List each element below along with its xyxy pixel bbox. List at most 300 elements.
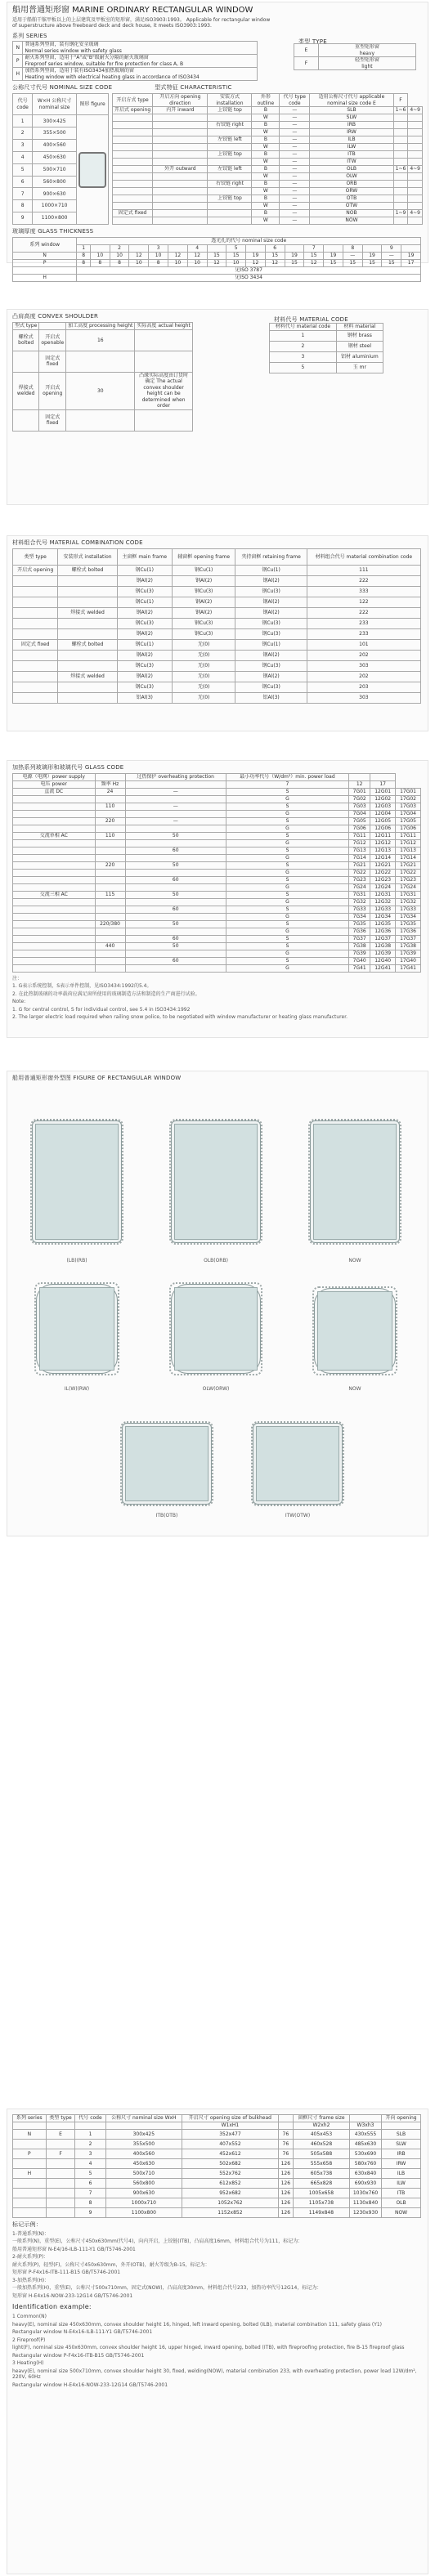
- table-cell: G: [226, 825, 348, 832]
- table-cell: [13, 876, 96, 883]
- column-subheader: 9: [382, 244, 401, 252]
- column-header: 辅窗框 opening frame: [172, 548, 235, 565]
- example-line: 1 Common(N): [12, 2314, 47, 2320]
- table-row: [13, 2179, 421, 2189]
- table-cell: IRB: [310, 122, 393, 129]
- table-cell: 固定式 fixed: [13, 639, 58, 650]
- table-cell: —: [125, 803, 226, 810]
- table-cell: OLB: [310, 166, 393, 173]
- table-header-row: [13, 94, 109, 115]
- table-cell: 222: [307, 575, 420, 586]
- table-cell: 内开 inward: [153, 107, 208, 114]
- table-cell: [13, 409, 39, 431]
- table-cell: [95, 810, 125, 817]
- table-row: [13, 660, 421, 671]
- column-subheader: W1xH1: [182, 2122, 279, 2130]
- table-cell: G: [226, 869, 348, 876]
- table-cell: 1230x930: [349, 2208, 381, 2218]
- mark-examples: [7, 2230, 428, 2301]
- table-cell: [125, 913, 226, 920]
- table-row: [13, 692, 421, 703]
- table-cell: 17G11: [396, 832, 421, 839]
- table-cell: 1052x762: [182, 2198, 279, 2208]
- table-row: [294, 44, 416, 57]
- table-cell: 钢Al(2): [117, 575, 172, 586]
- column-header: 开启方向 opening direction: [153, 94, 208, 107]
- table-row: [13, 810, 421, 817]
- table-cell: 右铰链 right: [208, 181, 252, 188]
- table-cell: 126: [278, 2208, 293, 2218]
- table-cell: 7G22: [349, 869, 370, 876]
- size-title: 公称尺寸代号 NOMINAL SIZE CODE: [12, 84, 113, 92]
- table-cell: [58, 660, 117, 671]
- table-cell: B: [252, 136, 280, 144]
- table-row: [13, 2208, 421, 2218]
- table-cell: 钢Al(2): [117, 607, 172, 618]
- table-cell: G: [226, 795, 348, 803]
- table-cell: 24: [95, 788, 125, 795]
- table-cell: NOB: [310, 210, 393, 217]
- table-cell: 7G31: [349, 891, 370, 898]
- table-cell: 6: [13, 176, 33, 188]
- table-cell: G: [226, 839, 348, 847]
- column-header: 最小功率代号（W/dm²）min. power load: [226, 773, 348, 780]
- column-header: 夹持窗框 retaining frame: [235, 548, 307, 565]
- table-cell: 530x690: [349, 2149, 381, 2159]
- table-cell: 开启式 opening: [113, 107, 153, 114]
- table-cell: 无(0): [172, 650, 235, 660]
- table-cell: 7: [13, 188, 33, 200]
- mark-line: 1-普通系列(N)：: [12, 2230, 50, 2237]
- table-cell: 12G37: [370, 935, 396, 942]
- table-cell: 630x840: [349, 2169, 381, 2179]
- table-row: [13, 274, 421, 281]
- table-cell: 12G05: [370, 817, 396, 825]
- table-cell: 钢材 steel: [336, 342, 383, 352]
- table-cell: 10: [187, 259, 207, 266]
- table-cell: S: [226, 906, 348, 913]
- table-row: [294, 57, 416, 70]
- table-row: [13, 575, 421, 586]
- table-cell: 12G03: [370, 803, 396, 810]
- column-subheader: [246, 244, 266, 252]
- table-cell: 555x658: [293, 2159, 349, 2169]
- table-cell: [58, 586, 117, 597]
- table-cell: 126: [278, 2159, 293, 2169]
- table-cell: [58, 575, 117, 586]
- series-en: Normal series window with safety glass: [25, 47, 122, 54]
- table-cell: 钢Cu(3): [117, 682, 172, 692]
- char-table: [112, 93, 423, 225]
- table-cell: 直流 DC: [13, 788, 96, 795]
- table-cell: [46, 2198, 75, 2208]
- table-cell: 交流三相 AC: [13, 891, 96, 898]
- table-header-row: [13, 2115, 421, 2122]
- column-header: 过热保护 overheating protection: [125, 773, 226, 780]
- table-cell: —: [125, 817, 226, 825]
- table-cell: 12G22: [370, 869, 396, 876]
- table-cell: 333: [307, 586, 420, 597]
- column-header: 公称尺寸 nominal size WxH: [105, 2115, 182, 2122]
- table-row: [13, 650, 421, 660]
- table-cell: 7G14: [349, 854, 370, 861]
- table-cell: [13, 2198, 47, 2208]
- column-subheader: 3: [149, 244, 168, 252]
- table-cell: 7G12: [349, 839, 370, 847]
- table-cell: 15: [324, 259, 343, 266]
- table-cell: S: [226, 942, 348, 950]
- table-cell: 17G23: [396, 876, 421, 883]
- table-cell: 19: [285, 252, 304, 259]
- table-cell: 126: [278, 2179, 293, 2189]
- table-cell: —: [280, 217, 310, 225]
- glass-title: 玻璃厚度 GLASS THICKNESS: [12, 228, 94, 235]
- table-cell: 钢Al(2): [117, 650, 172, 660]
- table-cell: 505x588: [293, 2149, 349, 2159]
- table-cell: 12G24: [370, 883, 396, 891]
- table-cell: [95, 964, 125, 972]
- table-cell: 4~9: [408, 210, 423, 217]
- combination-title: 材料组合代号 MATERIAL COMBINATION CODE: [12, 539, 143, 546]
- table-cell: 12G04: [370, 810, 396, 817]
- table-cell: 17G05: [396, 817, 421, 825]
- type-title: 类型 TYPE: [298, 38, 327, 45]
- table-cell: 7G03: [349, 803, 370, 810]
- table-cell: 螺栓式 bolted: [58, 565, 117, 575]
- table-row: [13, 847, 421, 854]
- table-cell: 钢Cu(3): [235, 660, 307, 671]
- table-cell: [208, 188, 252, 195]
- mark-line: 船用普通矩形窗 N-E4/16-ILB-111-Y1 GB/T5746-2001: [12, 2246, 136, 2252]
- example-line: Rectangular window H-E4x16-NOW-233-12G14 GB/T5746-2001: [12, 2381, 168, 2388]
- table-cell: 17G39: [396, 950, 421, 957]
- table-cell: 15: [343, 259, 362, 266]
- table-row: [13, 115, 109, 127]
- series-code: H: [13, 68, 23, 81]
- table-cell: [13, 854, 96, 861]
- table-cell: [113, 217, 153, 225]
- table-cell: 560x800: [105, 2179, 182, 2189]
- table-cell: SLW: [310, 114, 393, 122]
- mark-line: 3-加热系列(H)：: [12, 2277, 50, 2283]
- table-cell: S: [226, 876, 348, 883]
- table-cell: 17G12: [396, 839, 421, 847]
- table-cell: [13, 861, 96, 869]
- table-cell: S: [226, 832, 348, 839]
- page-2: [7, 309, 428, 505]
- table-cell: [408, 129, 423, 136]
- table-row: [13, 628, 421, 639]
- table-cell: 15: [226, 252, 246, 259]
- table-cell: —: [280, 195, 310, 203]
- table-cell: 15: [304, 252, 324, 259]
- table-cell: 450×630: [33, 151, 77, 163]
- table-row: [13, 266, 421, 274]
- table-cell: [13, 795, 96, 803]
- table-cell: [153, 173, 208, 181]
- table-cell: 7G04: [349, 810, 370, 817]
- table-cell: W: [252, 159, 280, 166]
- table-cell: 7G06: [349, 825, 370, 832]
- column-subheader: [285, 244, 304, 252]
- window-figure-5: [171, 1284, 261, 1374]
- table-row: [13, 618, 421, 628]
- table-cell: 12G36: [370, 928, 396, 935]
- table-cell: [153, 122, 208, 129]
- table-cell: [208, 217, 252, 225]
- table-cell: 1: [13, 115, 33, 127]
- table-cell: [153, 181, 208, 188]
- table-cell: 12G23: [370, 876, 396, 883]
- figure-caption-3: NOW: [348, 1258, 361, 1263]
- column-header: 开启方式 type: [113, 94, 153, 107]
- table-cell: 右铰链 right: [208, 122, 252, 129]
- table-cell: 233: [307, 628, 420, 639]
- table-cell: 焊接式 welded: [58, 671, 117, 682]
- mark-line: 矩形窗 P-F4x16-ITB-111-B15 GB/T5746-2001: [12, 2270, 121, 2276]
- table-cell: [95, 883, 125, 891]
- table-cell: 钢Cu(3): [235, 628, 307, 639]
- table-cell: 126: [278, 2169, 293, 2179]
- table-cell: 17G03: [396, 803, 421, 810]
- table-row: [13, 942, 421, 950]
- table-row: [13, 252, 421, 259]
- table-cell: 4~9: [408, 107, 423, 114]
- table-row: [113, 144, 423, 151]
- table-cell: OLB: [382, 2198, 421, 2208]
- table-cell: 玉 mr: [336, 363, 383, 373]
- table-cell: 460x528: [293, 2140, 349, 2149]
- glass-note: 见ISO 3787: [77, 266, 421, 274]
- table-cell: [13, 928, 96, 935]
- example-line: heavy(E), nominal size 450x630mm, convex shoulder height 16, hinged, left inward opening, bolted (ILB), material combination 111, safety glass (Y1): [12, 2321, 383, 2328]
- series-table: [12, 41, 258, 81]
- table-cell: [408, 217, 423, 225]
- table-cell: 12: [168, 252, 188, 259]
- table-cell: IRW: [382, 2159, 421, 2169]
- table-cell: [13, 597, 58, 607]
- table-cell: [393, 114, 408, 122]
- window-figure-icon: [76, 115, 108, 225]
- table-header-row: [13, 548, 421, 565]
- table-cell: 钢Al(2): [172, 607, 235, 618]
- column-header: [278, 2115, 293, 2122]
- table-cell: 12: [207, 259, 226, 266]
- column-header: F: [393, 94, 408, 107]
- table-cell: [208, 129, 252, 136]
- window-figure-8: [253, 1423, 343, 1505]
- table-cell: 17: [401, 259, 421, 266]
- table-cell: 钢Al(2): [172, 575, 235, 586]
- table-cell: 7G21: [349, 861, 370, 869]
- series-cn: 加热系列型窗，适用于装有ISO3434加热玻璃的窗: [25, 68, 135, 74]
- table-cell: —: [280, 107, 310, 114]
- table-cell: [46, 2179, 75, 2189]
- table-cell: [208, 159, 252, 166]
- table-cell: ILB: [382, 2169, 421, 2179]
- figure-caption-7: ITB(OTB): [155, 1513, 178, 1518]
- type-code: E: [294, 44, 319, 57]
- window-figure-2: [171, 1120, 261, 1243]
- table-cell: [58, 618, 117, 628]
- table-cell: S: [226, 817, 348, 825]
- table-cell: NOW: [382, 2208, 421, 2218]
- column-header: 类型 type: [46, 2115, 75, 2122]
- column-header: 系列 window: [13, 237, 77, 252]
- table-row: [13, 869, 421, 876]
- column-header: 开启尺寸 opening size of bulkhead: [182, 2115, 279, 2122]
- table-cell: [13, 618, 58, 628]
- column-subheader: 7: [226, 780, 348, 788]
- column-header: 电源（电网）power supply: [13, 773, 96, 780]
- table-cell: 钢Al(2): [235, 650, 307, 660]
- table-cell: 952x682: [182, 2189, 279, 2198]
- table-cell: 8: [13, 200, 33, 212]
- table-cell: [13, 964, 96, 972]
- table-cell: 76: [278, 2130, 293, 2140]
- table-cell: W: [252, 203, 280, 210]
- table-row: [113, 136, 423, 144]
- table-cell: 303: [307, 692, 420, 703]
- table-cell: 焊接式 welded: [58, 607, 117, 618]
- table-row: [113, 107, 423, 114]
- table-cell: 12: [304, 259, 324, 266]
- table-row: [13, 2140, 421, 2149]
- table-cell: [13, 935, 96, 942]
- table-cell: 352x477: [182, 2130, 279, 2140]
- table-cell: 3: [13, 140, 33, 152]
- window-figure-3: [310, 1120, 400, 1243]
- table-cell: —: [280, 188, 310, 195]
- table-cell: IRB: [382, 2149, 421, 2159]
- column-header: 窗框尺寸 frame size: [293, 2115, 349, 2122]
- column-header: [349, 773, 370, 780]
- type-code: F: [294, 57, 319, 70]
- table-cell: 76: [278, 2140, 293, 2149]
- table-cell: 左铰链 left: [208, 166, 252, 173]
- table-cell: G: [226, 854, 348, 861]
- table-cell: 17G34: [396, 913, 421, 920]
- table-cell: [13, 575, 58, 586]
- table-row: [113, 203, 423, 210]
- table-cell: [95, 928, 125, 935]
- table-cell: [408, 122, 423, 129]
- table-cell: 1000×710: [33, 200, 77, 212]
- table-row: [13, 876, 421, 883]
- table-cell: 钢Al(2): [235, 597, 307, 607]
- table-cell: 铝Al(3): [117, 692, 172, 703]
- series-en: Heating window with electrical heating glass in accordance of ISO3434: [25, 74, 200, 80]
- table-cell: [46, 2208, 75, 2218]
- table-cell: 钢Cu(1): [117, 565, 172, 575]
- table-cell: 233: [307, 618, 420, 628]
- table-cell: 钢Al(2): [235, 607, 307, 618]
- table-cell: [13, 883, 96, 891]
- example-line: light(F), nominal size 450x630mm, convex shoulder height 16, upper hinged, inward opening, bolted (ITB), with fireproofing protection, fire B-15 fireproof glass: [12, 2345, 405, 2351]
- series-code: P: [13, 55, 23, 68]
- table-cell: 2: [13, 127, 33, 140]
- table-cell: 126: [278, 2198, 293, 2208]
- table-cell: 3: [270, 352, 337, 363]
- table-cell: 110: [95, 803, 125, 810]
- table-cell: W: [252, 114, 280, 122]
- table-cell: 560×800: [33, 176, 77, 188]
- table-row: [13, 928, 421, 935]
- table-cell: 220: [95, 817, 125, 825]
- column-header: 材料组合代号 material combination code: [307, 548, 420, 565]
- table-cell: [13, 803, 96, 810]
- column-subheader: [168, 244, 188, 252]
- column-header: 材料 material: [336, 324, 383, 331]
- type-description: [318, 44, 415, 57]
- table-cell: [13, 2179, 47, 2189]
- column-subheader: [324, 244, 343, 252]
- note-line: 1. G for central control, S for individual control, see 5.4 in ISO3434:1992: [12, 1006, 191, 1013]
- table-cell: [95, 913, 125, 920]
- table-cell: 220/380: [95, 920, 125, 928]
- table-cell: 钢Cu(1): [235, 565, 307, 575]
- table-cell: 17G04: [396, 810, 421, 817]
- table-row: [113, 173, 423, 181]
- column-subheader: [401, 244, 421, 252]
- table-cell: ILB: [310, 136, 393, 144]
- table-row: [13, 351, 193, 372]
- table-cell: 钢Cu(1): [235, 639, 307, 650]
- window-figure-1: [32, 1120, 122, 1243]
- table-cell: 1005x658: [293, 2189, 349, 2198]
- table-cell: —: [280, 151, 310, 159]
- example-line: Rectangular window N-E4x16-ILB-111-Y1 GB/T5746-2001: [12, 2329, 153, 2336]
- table-cell: B: [252, 181, 280, 188]
- table-cell: [408, 173, 423, 181]
- table-cell: 无(0): [172, 671, 235, 682]
- table-cell: 螺栓式 bolted: [13, 329, 39, 351]
- table-cell: 50: [125, 832, 226, 839]
- table-cell: [113, 144, 153, 151]
- table-cell: 钢Al(2): [117, 671, 172, 682]
- column-header: 材料代号 material code: [270, 324, 337, 331]
- table-cell: 8: [77, 259, 91, 266]
- table-cell: 5: [270, 363, 337, 373]
- table-cell: 405x453: [293, 2130, 349, 2140]
- table-cell: [13, 898, 96, 906]
- table-cell: 钢Cu(1): [172, 565, 235, 575]
- column-subheader: 8: [343, 244, 362, 252]
- table-cell: 7G24: [349, 883, 370, 891]
- table-cell: [113, 195, 153, 203]
- table-cell: 无(0): [172, 639, 235, 650]
- table-row: [13, 825, 421, 832]
- table-row: [13, 964, 421, 972]
- table-cell: [95, 825, 125, 832]
- table-cell: [95, 906, 125, 913]
- table-cell: 60: [125, 957, 226, 964]
- series-title: 系列 SERIES: [12, 32, 47, 39]
- table-cell: W: [252, 144, 280, 151]
- table-cell: B: [252, 122, 280, 129]
- table-row: [13, 639, 421, 650]
- table-cell: 开启式 openable: [39, 329, 66, 351]
- table-cell: [135, 329, 192, 351]
- table-cell: 17G22: [396, 869, 421, 876]
- table-cell: [13, 913, 96, 920]
- table-cell: [393, 136, 408, 144]
- table-cell: [125, 964, 226, 972]
- table-cell: 400x560: [105, 2149, 182, 2159]
- table-cell: 17G40: [396, 957, 421, 964]
- table-cell: 17G41: [396, 964, 421, 972]
- table-cell: OTB: [310, 195, 393, 203]
